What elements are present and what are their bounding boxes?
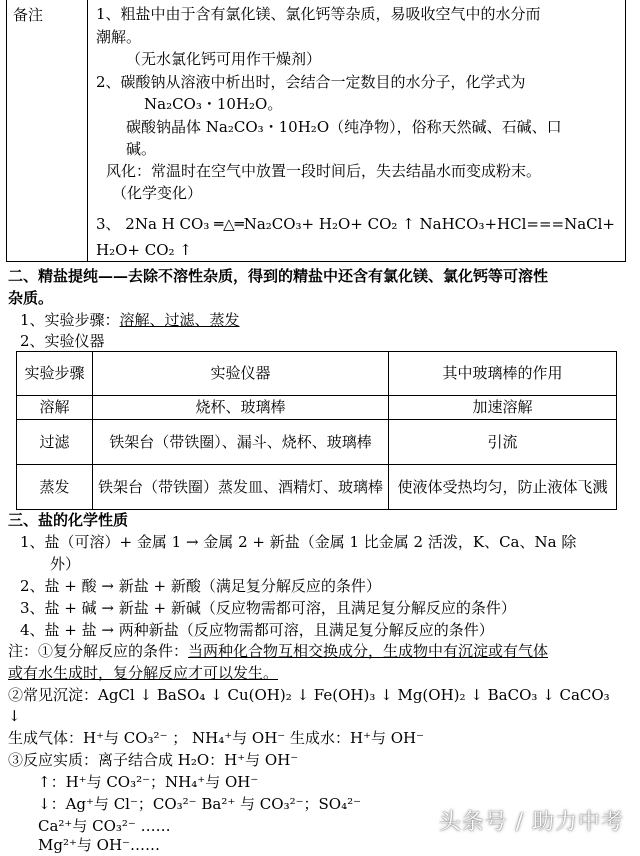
- note-prefix: 注：①复分解反应的条件：: [8, 642, 189, 660]
- table-cell: 过滤: [17, 420, 93, 465]
- reaction-condition-note-cont: 或有水生成时，复分解反应才可以发生。: [8, 664, 279, 682]
- reaction-condition-note: [8, 640, 548, 662]
- table-header-row: [17, 352, 617, 396]
- table-cell: 引流: [389, 420, 617, 465]
- precipitates-line: ②常见沉淀：AgCl ↓ BaSO₄ ↓ Cu(OH)₂ ↓ Fe(OH)₃ ↓ Mg(OH)₂ ↓ BaCO₃ ↓ CaCO₃: [8, 686, 610, 704]
- steps-value: 溶解、过滤、蒸发: [119, 311, 240, 329]
- table-header-cell: 实验步骤: [17, 352, 93, 396]
- table-cell: 烧杯、玻璃棒: [93, 396, 389, 420]
- table-cell: 溶解: [17, 396, 93, 420]
- table-header-cell: 实验仪器: [93, 352, 389, 396]
- note-line-10: 3、 2Na H CO₃ ═△═Na₂CO₃+ H₂O+ CO₂ ↑ NaHCO₃+HCl===NaCl+: [96, 215, 615, 233]
- steps-line: [20, 309, 240, 331]
- precipitates-line-cont: ↓: [8, 707, 21, 725]
- note-line-5: Na₂CO₃・10H₂O。: [144, 95, 283, 113]
- section2-heading: 二、精盐提纯——去除不溶性杂质，得到的精盐中还含有氯化镁、氯化钙等可溶性: [8, 267, 549, 285]
- table-cell: 铁架台（带铁圈）、漏斗、烧杯、玻璃棒: [93, 420, 389, 465]
- calcium-line: Ca²⁺与 CO₃²⁻ ……: [38, 817, 171, 835]
- table-row: [17, 420, 617, 465]
- table-row: [17, 396, 617, 420]
- note-box-label: 备注: [13, 6, 44, 24]
- table-cell: 加速溶解: [389, 396, 617, 420]
- table-cell: 蒸发: [17, 465, 93, 510]
- gas-ions-line: ↑：H⁺与 CO₃²⁻；NH₄⁺与 OH⁻: [38, 773, 259, 791]
- section3-heading: 三、盐的化学性质: [8, 511, 129, 529]
- note-line-7: 碱。: [126, 140, 157, 158]
- watermark: 头条号 / 助力中考: [438, 810, 624, 835]
- property-1-cont: 外）: [50, 555, 81, 573]
- property-3: 3、盐 + 碱 → 新盐 + 新碱（反应物需都可溶，且满足复分解反应的条件）: [20, 599, 516, 617]
- note-line-2: 潮解。: [96, 28, 142, 46]
- note-box-divider: [87, 0, 88, 261]
- instrument-table: [16, 351, 617, 510]
- reaction-essence-line: ③反应实质：离子结合成 H₂O：H⁺与 OH⁻: [8, 751, 299, 769]
- note-line-4: 2、碳酸钠从溶液中析出时，会结合一定数目的水分子，化学式为: [96, 73, 526, 91]
- note-line-6: 碳酸钠晶体 Na₂CO₃・10H₂O（纯净物），俗称天然碱、石碱、口: [126, 118, 562, 136]
- table-cell: 铁架台（带铁圈）蒸发皿、酒精灯、玻璃棒: [93, 465, 389, 510]
- steps-prefix: 1、实验步骤：: [20, 311, 120, 329]
- note-line-8: 风化：常温时在空气中放置一段时间后，失去结晶水而变成粉末。: [106, 162, 542, 180]
- note-line-9: （化学变化）: [112, 184, 203, 202]
- property-2: 2、盐 + 酸 → 新盐 + 新酸（满足复分解反应的条件）: [20, 577, 381, 595]
- instruments-title: 2、实验仪器: [20, 332, 105, 350]
- note-line-3: （无水氯化钙可用作干燥剂）: [126, 50, 322, 68]
- note-line-11: H₂O+ CO₂ ↑: [96, 241, 192, 259]
- property-4: 4、盐 + 盐 → 两种新盐（反应物需都可溶，且满足复分解反应的条件）: [20, 621, 494, 639]
- table-header-cell: 其中玻璃棒的作用: [389, 352, 617, 396]
- property-1: 1、盐（可溶）+ 金属 1 → 金属 2 + 新盐（金属 1 比金属 2 活泼，K、Ca、Na 除: [20, 533, 577, 551]
- note-line-1: 1、粗盐中由于含有氯化镁、氯化钙等杂质，易吸收空气中的水分而: [96, 5, 541, 23]
- gas-water-line: 生成气体：H⁺与 CO₃²⁻ ； NH₄⁺与 OH⁻ 生成水：H⁺与 OH⁻: [8, 729, 425, 747]
- table-cell: 使液体受热均匀，防止液体飞溅: [389, 465, 617, 510]
- precipitate-ions-line: ↓：Ag⁺与 Cl⁻；CO₃²⁻ Ba²⁺ 与 CO₃²⁻；SO₄²⁻: [38, 795, 362, 813]
- table-row: [17, 465, 617, 510]
- magnesium-line: Mg²⁺与 OH⁻……: [38, 836, 160, 854]
- section2-heading-cont: 杂质。: [8, 289, 54, 307]
- note-underlined: 当两种化合物互相交换成分，生成物中有沉淀或有气体: [188, 642, 549, 660]
